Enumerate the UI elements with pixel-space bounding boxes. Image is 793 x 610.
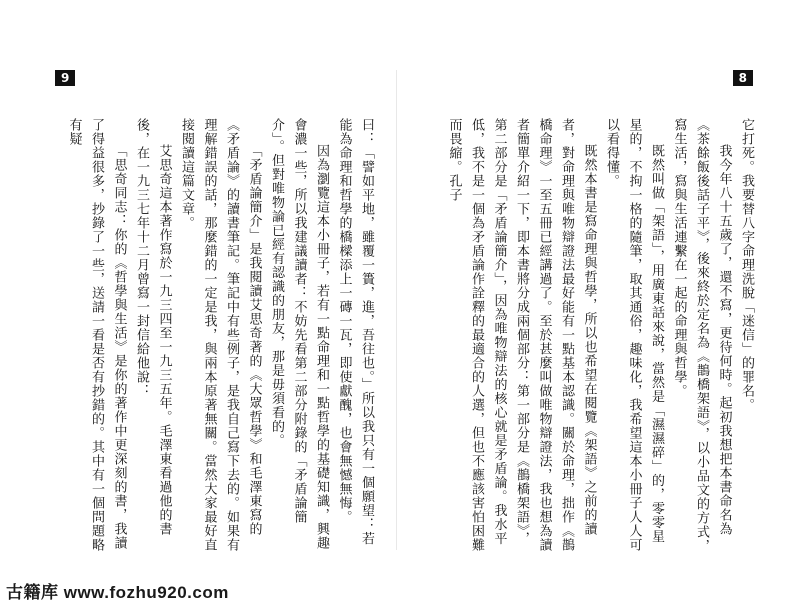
- site-name: 古籍库: [6, 583, 59, 602]
- right-page: [400, 60, 765, 565]
- left-page: [20, 60, 385, 565]
- paragraph: 它打死。我要替八字命理洗脫「迷信」的罪名。: [739, 118, 754, 412]
- paragraph: 曰：「譬如平地，雖覆一簣，進，吾往也。」所以我只有一個願望：若能為命理和哲學的橋樑添上一磚一瓦，即使獻醜，也會無憾無悔。: [336, 118, 374, 546]
- paragraph: 既然本書是寫命理與哲學，所以也希望在閱覽《架語》之前的讀者，對命理與唯物辯證法最好能有一點基本認識。關於命理，拙作《鵲橋命理》一至五冊已經講過了。至於甚麼叫做唯物辯證法，我也想為讀者簡單介紹一下，即本書將分成兩個部分：第一部分是《鵲橋架語》，第二部分是「矛盾論簡介」，因為唯物辯法的核心就是矛盾論。我水平低，我不是一個為矛盾論作詮釋的最適合的人選，但也不應該害怕困難而畏縮。孔子: [446, 118, 597, 552]
- page-number-badge: 9: [55, 70, 75, 86]
- right-page-text: [408, 118, 757, 557]
- left-page-text: [28, 118, 377, 557]
- book-gutter: [396, 70, 397, 550]
- paragraph: 我今年八十五歲了，還不寫，更待何時。起初我想把本書命名為《茶餘飯後話子平》，後來終於定名為《鵲橋架語》，以小品文的方式，寫生活，寫與生活連繫在一起的命理與哲學。: [671, 118, 732, 553]
- page-number-badge: 8: [733, 70, 753, 86]
- paragraph: 艾思奇這本著作寫於一九三四至一九三五年。毛澤東看過他的書後，在一九三七年十二月曾寫一封信給他說：: [134, 118, 172, 536]
- paragraph: 因為瀏覽這本小冊子，若有一點命理和一點哲學的基礎知識，興趣會濃一些，所以我建議讀者：不妨先看第二部分附錄的「矛盾論簡介」。但對唯物論已經有認識的朋友，那是毋須看的。: [269, 118, 329, 550]
- paragraph: 「矛盾論簡介」是我閱讀艾思奇著的《大眾哲學》和毛澤東寫的《矛盾論》的讀書筆記。筆記中有些例子，是我自己寫下去的。如果有理解錯誤的話，那麼錯的一定是我，與兩本原著無關。當然大家最好直接閱讀這篇文章。: [179, 118, 262, 552]
- watermark-footer: [6, 578, 229, 603]
- site-url[interactable]: www.fozhu920.com: [63, 583, 229, 602]
- paragraph: 「思奇同志：你的《哲學與生活》是你的著作中更深刻的書，我讀了得益很多，抄錄了一些，送請一看是否有抄錯的。其中有一個問題略有疑: [66, 118, 127, 552]
- paragraph: 既然叫做「架語」，用廣東話來說，當然是「濕濕碎」的，零零星星的，不拘一格的隨筆，取其通俗，趣味化，我希望這本小冊子人人可以看得懂。: [604, 118, 664, 552]
